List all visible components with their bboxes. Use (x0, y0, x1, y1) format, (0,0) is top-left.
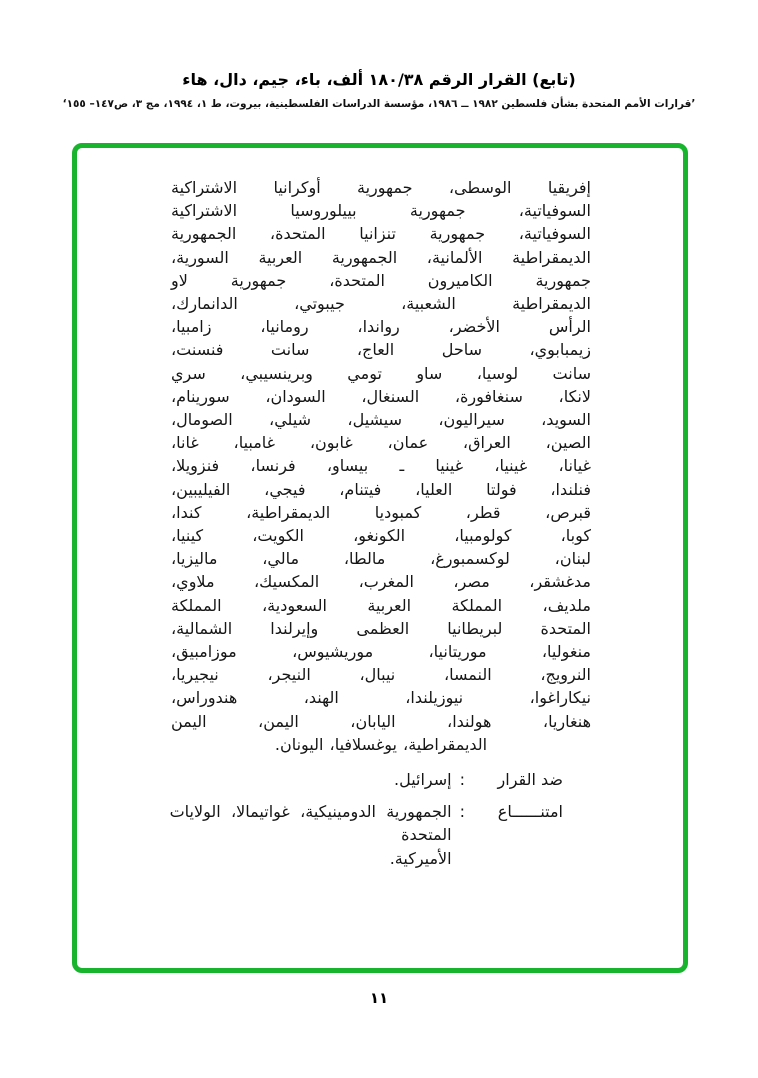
country-list-line: جمهورية الكاميرون المتحدة، جمهورية لاو (171, 270, 591, 290)
resolution-title: (تابع) القرار الرقم ١٨٠/٣٨ ألف، باء، جيم، دال، هاء (182, 70, 576, 89)
resolution-text-column (171, 176, 591, 870)
country-list-line: الصين، العراق، عمان، غابون، غامبيا، غانا، (171, 433, 591, 453)
country-list-line: الديمقراطية الألمانية، الجمهورية العربية السورية، (171, 247, 591, 267)
country-list-line: زيمبابوي، ساحل العاج، سانت فنسنت، (171, 340, 591, 360)
country-list-line: السوفياتية، جمهورية بييلوروسيا الاشتراكية (171, 201, 591, 221)
country-list-line: لبنان، لوكسمبورغ، مالطا، مالي، ماليزيا، (171, 549, 591, 569)
vote-result-row (171, 768, 591, 791)
vote-country-value-line: إسرائيل. (394, 770, 452, 790)
country-list-line: سانت لوسيا، ساو تومي وبرينسيبي، سري (171, 363, 591, 383)
highlight-border-box (72, 143, 688, 973)
country-list-line: النرويج، النمسا، نيبال، النيجر، نيجيريا، (171, 665, 591, 685)
vote-country-value-line: الأميركية. (389, 848, 452, 868)
country-list-line: السويد، سيراليون، سيشيل، شيلي، الصومال، (171, 410, 591, 430)
country-list-line: فنلندا، فولتا العليا، فيتنام، فيجي، الفيليبين، (171, 479, 591, 499)
vote-country-value-line: الجمهورية الدومينيكية، غواتيمالا، الولايات المتحدة (169, 802, 452, 845)
vote-country-value (170, 800, 452, 870)
country-list-line: غيانا، غينيا، غينيا ـ بيساو، فرنسا، فنزويلا، (171, 456, 591, 476)
country-list-line: قبرص، قطر، كمبوديا الديمقراطية، كندا، (171, 502, 591, 522)
country-list-line: الديمقراطية الشعبية، جيبوتي، الدانمارك، (171, 294, 591, 314)
vote-category-label: امتنــــــاع (497, 802, 563, 822)
country-list-line: لانكا، سنغافورة، السنغال، السودان، سورينام، (171, 386, 591, 406)
country-list-line: منغوليا، موريتانيا، موريشيوس، موزامبيق، (171, 642, 591, 662)
source-citation: ’قرارات الأمم المتحدة بشأن فلسطين ١٩٨٢ ــ ١٩٨٦، مؤسسة الدراسات الفلسطينية، بيروت، ط ١، ١٩٩٤، مج ٣، ص١٤٧– ١٥٥‘ (62, 98, 696, 110)
country-list-line: المتحدة لبريطانيا العظمى وإيرلندا الشمالية، (171, 618, 591, 638)
vote-result-row (171, 800, 591, 870)
vote-colon-separator: : (459, 802, 465, 822)
country-list-line: إفريقيا الوسطى، جمهورية أوكرانيا الاشتراكية (171, 178, 591, 197)
vote-colon-separator: : (459, 770, 465, 790)
country-list-line: نيكاراغوا، نيوزيلندا، الهند، هندوراس، (171, 688, 591, 708)
in-favor-country-list (171, 176, 591, 756)
country-list-line: الرأس الأخضر، رواندا، رومانيا، زامبيا، (171, 317, 591, 337)
country-list-line: مدغشقر، مصر، المغرب، المكسيك، ملاوي، (171, 572, 591, 592)
country-list-line: السوفياتية، جمهورية تنزانيا المتحدة، الجمهورية (171, 224, 591, 244)
country-list-line: الديمقراطية، يوغسلافيا، اليونان. (274, 734, 488, 754)
vote-result-rows (171, 768, 591, 870)
vote-country-value (170, 768, 452, 791)
country-list-line: ملديف، المملكة العربية السعودية، المملكة (171, 595, 591, 615)
page-number: ١١ (369, 989, 389, 1007)
vote-category-label: ضد القرار (497, 770, 563, 790)
document-header (0, 70, 758, 110)
country-list-line: كوبا، كولومبيا، الكونغو، الكويت، كينيا، (171, 526, 591, 546)
country-list-line: هنغاريا، هولندا، اليابان، اليمن، اليمن (171, 711, 591, 731)
